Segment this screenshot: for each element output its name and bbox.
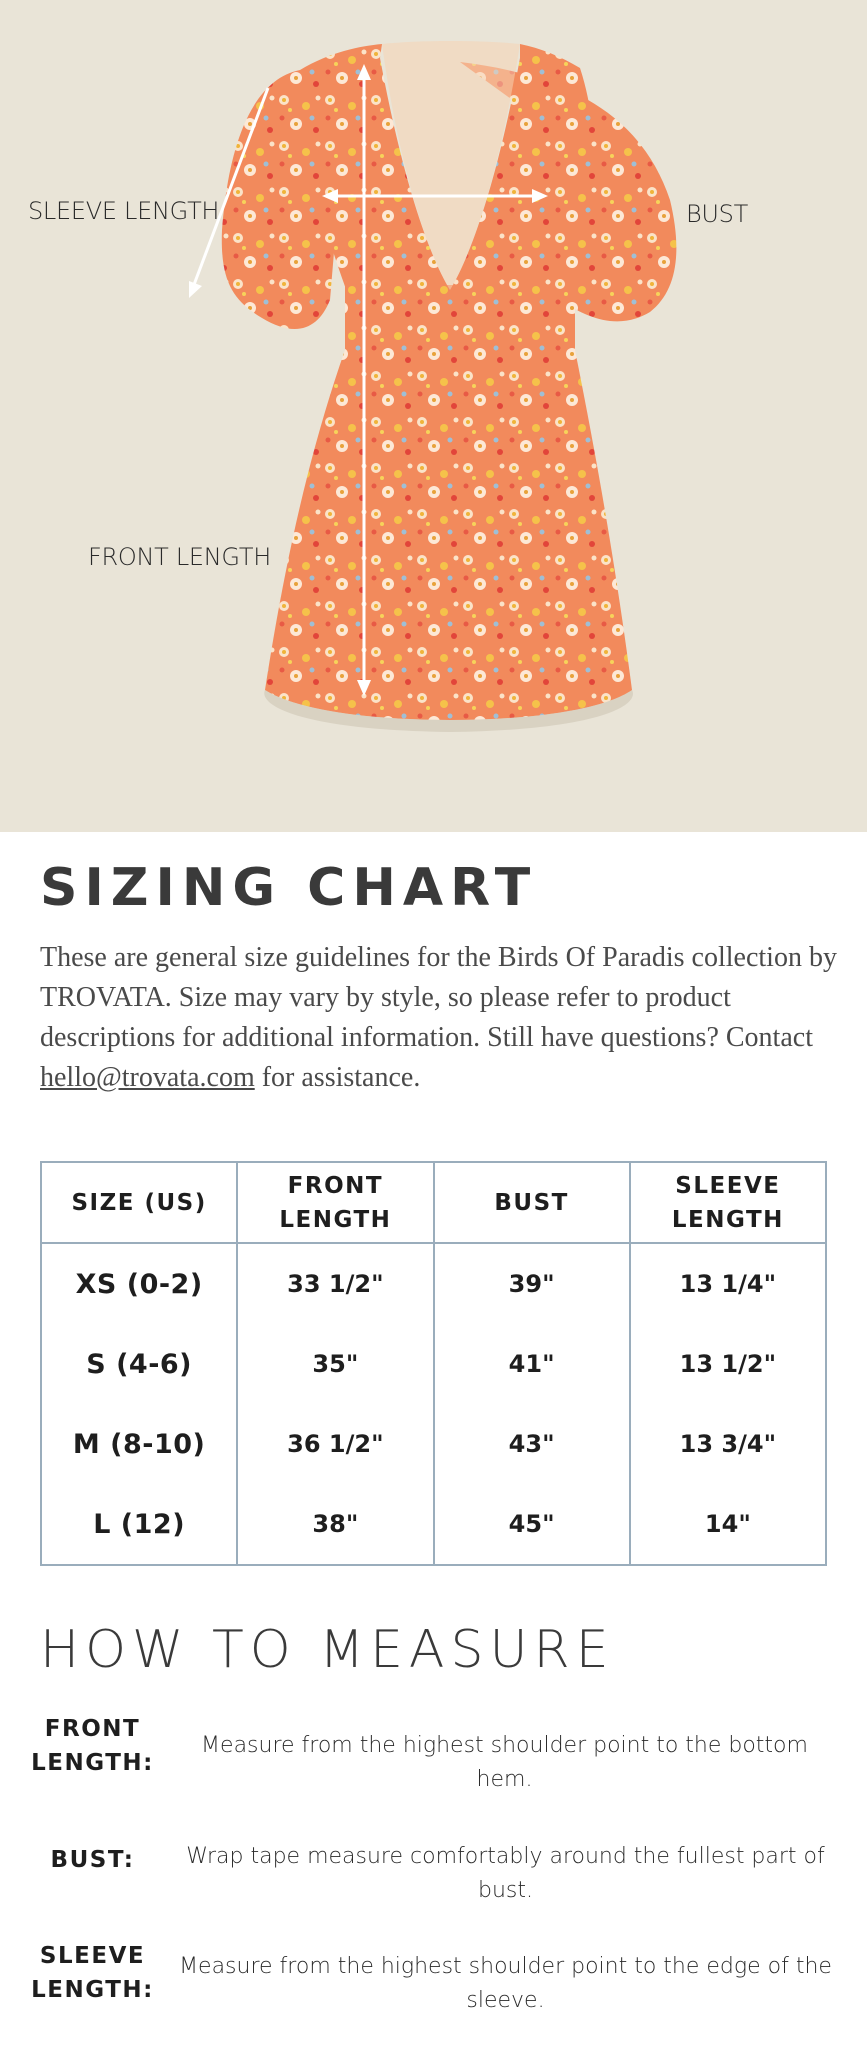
table-header-row [41, 1162, 826, 1243]
bust-cell: 45" [434, 1484, 630, 1565]
sleeve-length-label: SLEEVE LENGTH [28, 197, 220, 225]
sleeve-length-cell: 13 3/4" [630, 1404, 826, 1484]
table-row [41, 1484, 826, 1565]
measure-description: Measure from the highest shoulder point to the bottom hem. [201, 1733, 808, 1792]
intro-suffix: for assistance. [254, 1062, 421, 1093]
bust-cell: 43" [434, 1404, 630, 1484]
column-header: SLEEVE LENGTH [630, 1162, 826, 1243]
table-row [41, 1243, 826, 1324]
measure-description: Wrap tape measure comfortably around the fullest part of bust. [186, 1844, 825, 1903]
intro-paragraph [40, 938, 840, 1098]
column-header: FRONT LENGTH [237, 1162, 433, 1243]
contact-email-link[interactable]: hello@trovata.com [40, 1062, 255, 1093]
front-length-cell: 33 1/2" [237, 1243, 433, 1324]
measure-label: SLEEVE LENGTH: [31, 1943, 154, 2003]
measure-label: FRONT LENGTH: [31, 1716, 154, 1776]
bust-cell: 39" [434, 1243, 630, 1324]
column-header: BUST [434, 1162, 630, 1243]
front-length-cell: 38" [237, 1484, 433, 1565]
front-length-cell: 35" [237, 1324, 433, 1404]
table-row [41, 1404, 826, 1484]
how-to-measure-title: HOW TO MEASURE [40, 1620, 615, 1680]
sizing-chart-title: SIZING CHART [40, 858, 538, 918]
size-cell: L (12) [41, 1484, 237, 1565]
size-cell: XS (0-2) [41, 1243, 237, 1324]
sleeve-length-cell: 14" [630, 1484, 826, 1565]
intro-text: These are general size guidelines for the Birds Of Paradis collection by TROVATA. Size may vary by style, so please refer to product descriptions for additional information. Still have questions? Contact [40, 942, 837, 1053]
sleeve-length-cell: 13 1/2" [630, 1324, 826, 1404]
size-cell: S (4-6) [41, 1324, 237, 1404]
size-table [40, 1161, 827, 1566]
measure-label: BUST: [50, 1847, 135, 1873]
front-length-cell: 36 1/2" [237, 1404, 433, 1484]
sleeve-length-cell: 13 1/4" [630, 1243, 826, 1324]
size-cell: M (8-10) [41, 1404, 237, 1484]
bust-cell: 41" [434, 1324, 630, 1404]
product-hero [0, 0, 867, 832]
bust-label: BUST [686, 200, 748, 228]
front-length-label: FRONT LENGTH [88, 543, 271, 571]
measure-description: Measure from the highest shoulder point to the edge of the sleeve. [179, 1954, 832, 2013]
dress-illustration [0, 0, 867, 832]
column-header: SIZE (US) [41, 1162, 237, 1243]
table-row [41, 1324, 826, 1404]
